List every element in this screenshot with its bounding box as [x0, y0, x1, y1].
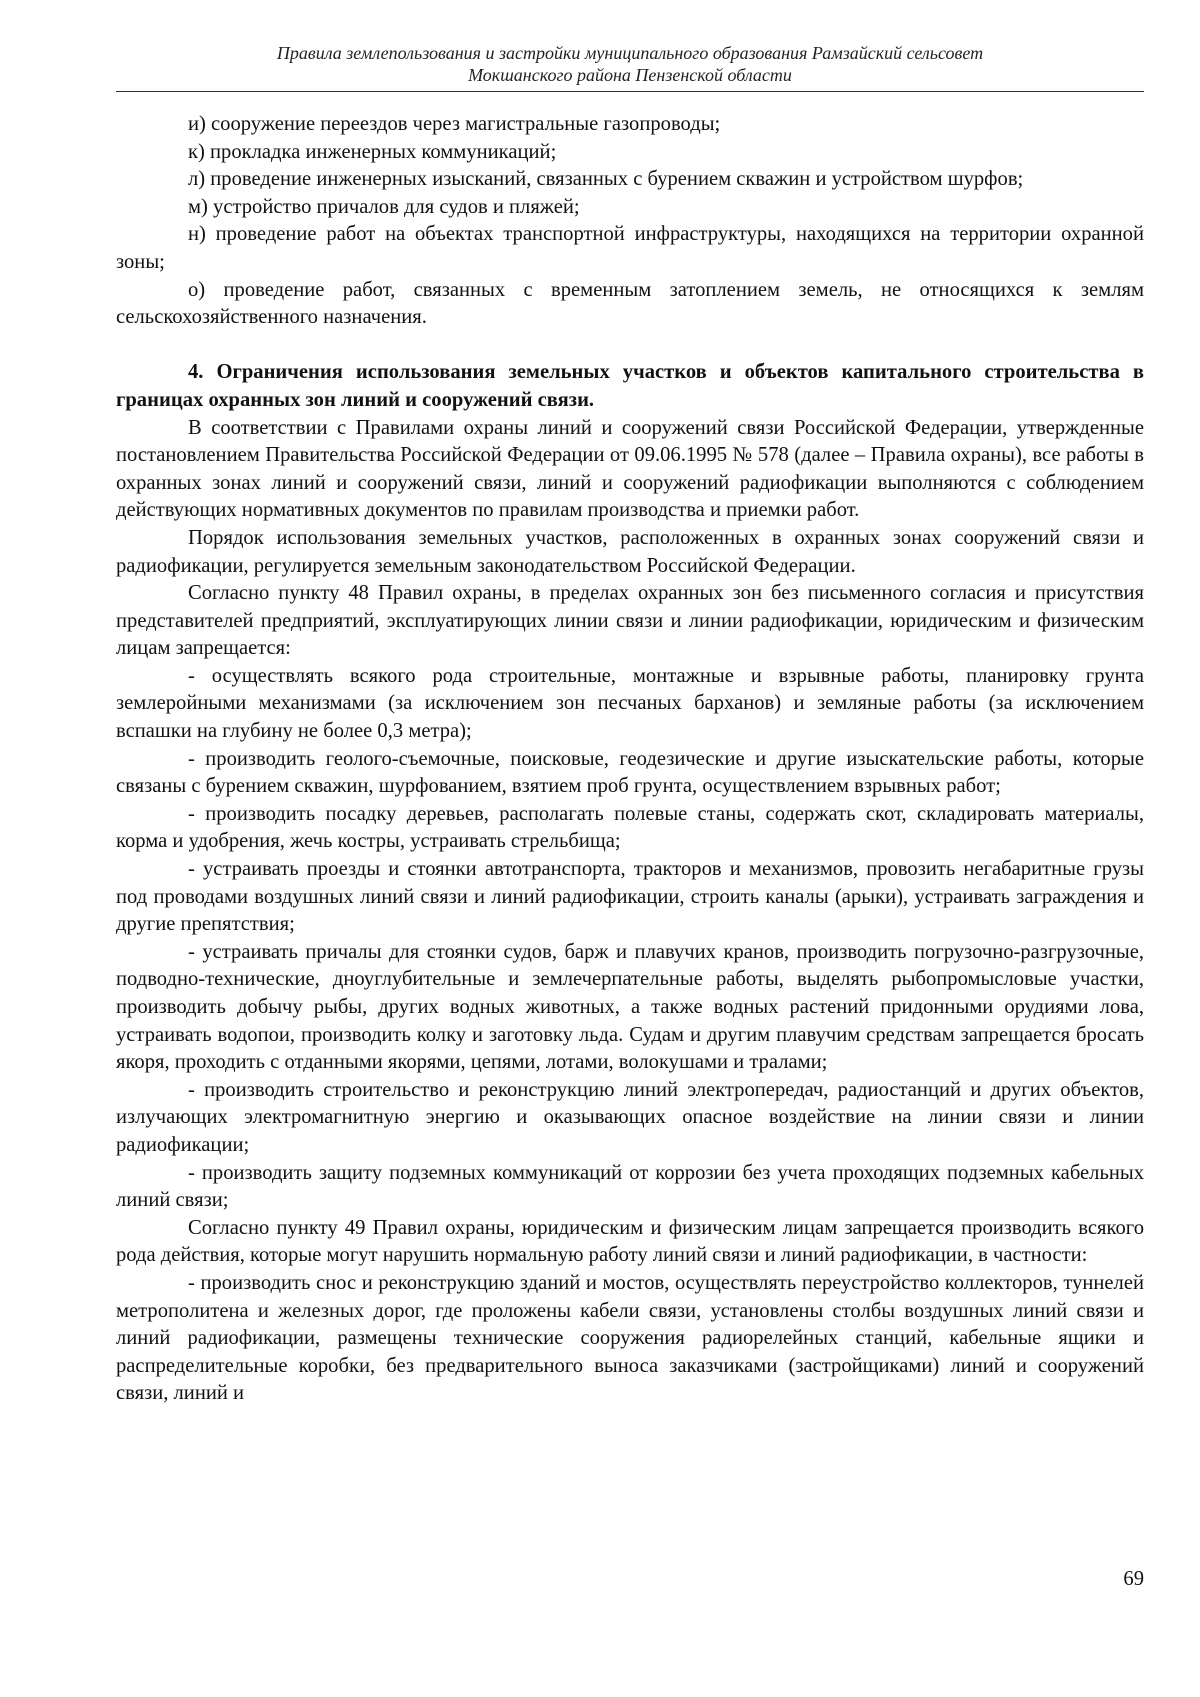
header-divider	[116, 91, 1144, 92]
paragraph-land-use-order: Порядок использования земельных участков, расположенных в охранных зонах сооружений связи и радиофикации, регулируется земельным законодательством Российской Федерации.	[116, 526, 1144, 577]
prohibition-item: - производить строительство и реконструкцию линий электропередач, радиостанций и других объектов, излучающих электромагнитную энергию и оказывающих опасное воздействие на линии связи и линии радиофикации;	[116, 1078, 1144, 1156]
prohibition-item: - производить снос и реконструкцию зданий и мостов, осуществлять переустройство коллекторов, туннелей метрополитена и железных дорог, где проложены кабели связи, установлены столбы воздушных линий связи и линий радиофикации, размещены технические сооружения радиорелейных станций, кабельные ящики и распределительные коробки, без предварительного выноса заказчиками (застройщиками) линий и сооружений связи, линий и	[116, 1271, 1144, 1405]
paragraph-clause-48: Согласно пункту 48 Правил охраны, в пределах охранных зон без письменного согласия и присутствия представителей предприятий, эксплуатирующих линии связи и линии радиофикации, юридическим и физическим лицам запрещается:	[116, 582, 1144, 660]
prohibition-item: - устраивать проезды и стоянки автотранспорта, тракторов и механизмов, провозить негабаритные грузы под проводами воздушных линий связи и линий радиофикации, строить каналы (арыки), устраивать заграждения и другие препятствия;	[116, 858, 1144, 936]
list-item-l: л) проведение инженерных изысканий, связанных с бурением скважин и устройством шурфов;	[188, 168, 1024, 191]
prohibition-item: - устраивать причалы для стоянки судов, барж и плавучих кранов, производить погрузочно-разгрузочные, подводно-технические, дноуглубительные и землечерпательные работы, выделять рыбопромысловые участки, производить добычу рыбы, других водных животных, а также водных растений придонными орудиями лова, устраивать водопои, производить колку и заготовку льда. Судам и другим плавучим средствам запрещается бросать якоря, проходить с отданными якорями, цепями, лотами, волокушами и тралами;	[116, 940, 1144, 1074]
list-item-k: к) прокладка инженерных коммуникаций;	[188, 140, 557, 163]
prohibition-item: - осуществлять всякого рода строительные, монтажные и взрывные работы, планировку грунта землеройными механизмами (за исключением зон песчаных барханов) и земляные работы (за исключением вспашки на глубину не более 0,3 метра);	[116, 664, 1144, 743]
header-line-2: Мокшанского района Пензенской области	[468, 65, 792, 85]
prohibition-item: - производить посадку деревьев, располагать полевые станы, содержать скот, складировать материалы, корма и удобрения, жечь костры, устраивать стрельбища;	[116, 802, 1144, 853]
paragraph-rules-reference: В соответствии с Правилами охраны линий и сооружений связи Российской Федерации, утвержденные постановлением Правительства Российской Федерации от 09.06.1995 № 578 (далее – Правила охраны), все работы в охранных зонах линий и сооружений связи, линий и сооружений радиофикации выполняются с соблюдением действующих нормативных документов по правилам производства и приемки работ.	[116, 416, 1144, 522]
list-item-n: н) проведение работ на объектах транспортной инфраструктуры, находящихся на территории охранной зоны;	[116, 223, 1144, 273]
prohibition-item: - производить геолого-съемочные, поисковые, геодезические и другие изыскательские работы, которые связаны с бурением скважин, шурфованием, взятием проб грунта, осуществлением взрывных работ;	[116, 747, 1144, 798]
header-line-1: Правила землепользования и застройки муниципального образования Рамзайский сельсовет	[276, 43, 984, 63]
list-item-o: о) проведение работ, связанных с временным затоплением земель, не относящихся к землям сельскохозяйственного назначения.	[116, 278, 1144, 329]
list-item-m: м) устройство причалов для судов и пляжей;	[188, 195, 580, 218]
paragraph-clause-49: Согласно пункту 49 Правил охраны, юридическим и физическим лицам запрещается производить всякого рода действия, которые могут нарушить нормальную работу линий связи и линий радиофикации, в частности:	[116, 1216, 1144, 1267]
prohibition-item: - производить защиту подземных коммуникаций от коррозии без учета проходящих подземных кабельных линий связи;	[116, 1161, 1144, 1212]
running-header	[116, 42, 1144, 86]
list-item-i: и) сооружение переездов через магистральные газопроводы;	[188, 113, 721, 135]
section-heading: 4. Ограничения использования земельных участков и объектов капитального строительства в границах охранных зон линий и сооружений связи.	[116, 361, 1144, 411]
page-number: 69	[1123, 1568, 1144, 1590]
page-body	[116, 111, 1144, 1408]
